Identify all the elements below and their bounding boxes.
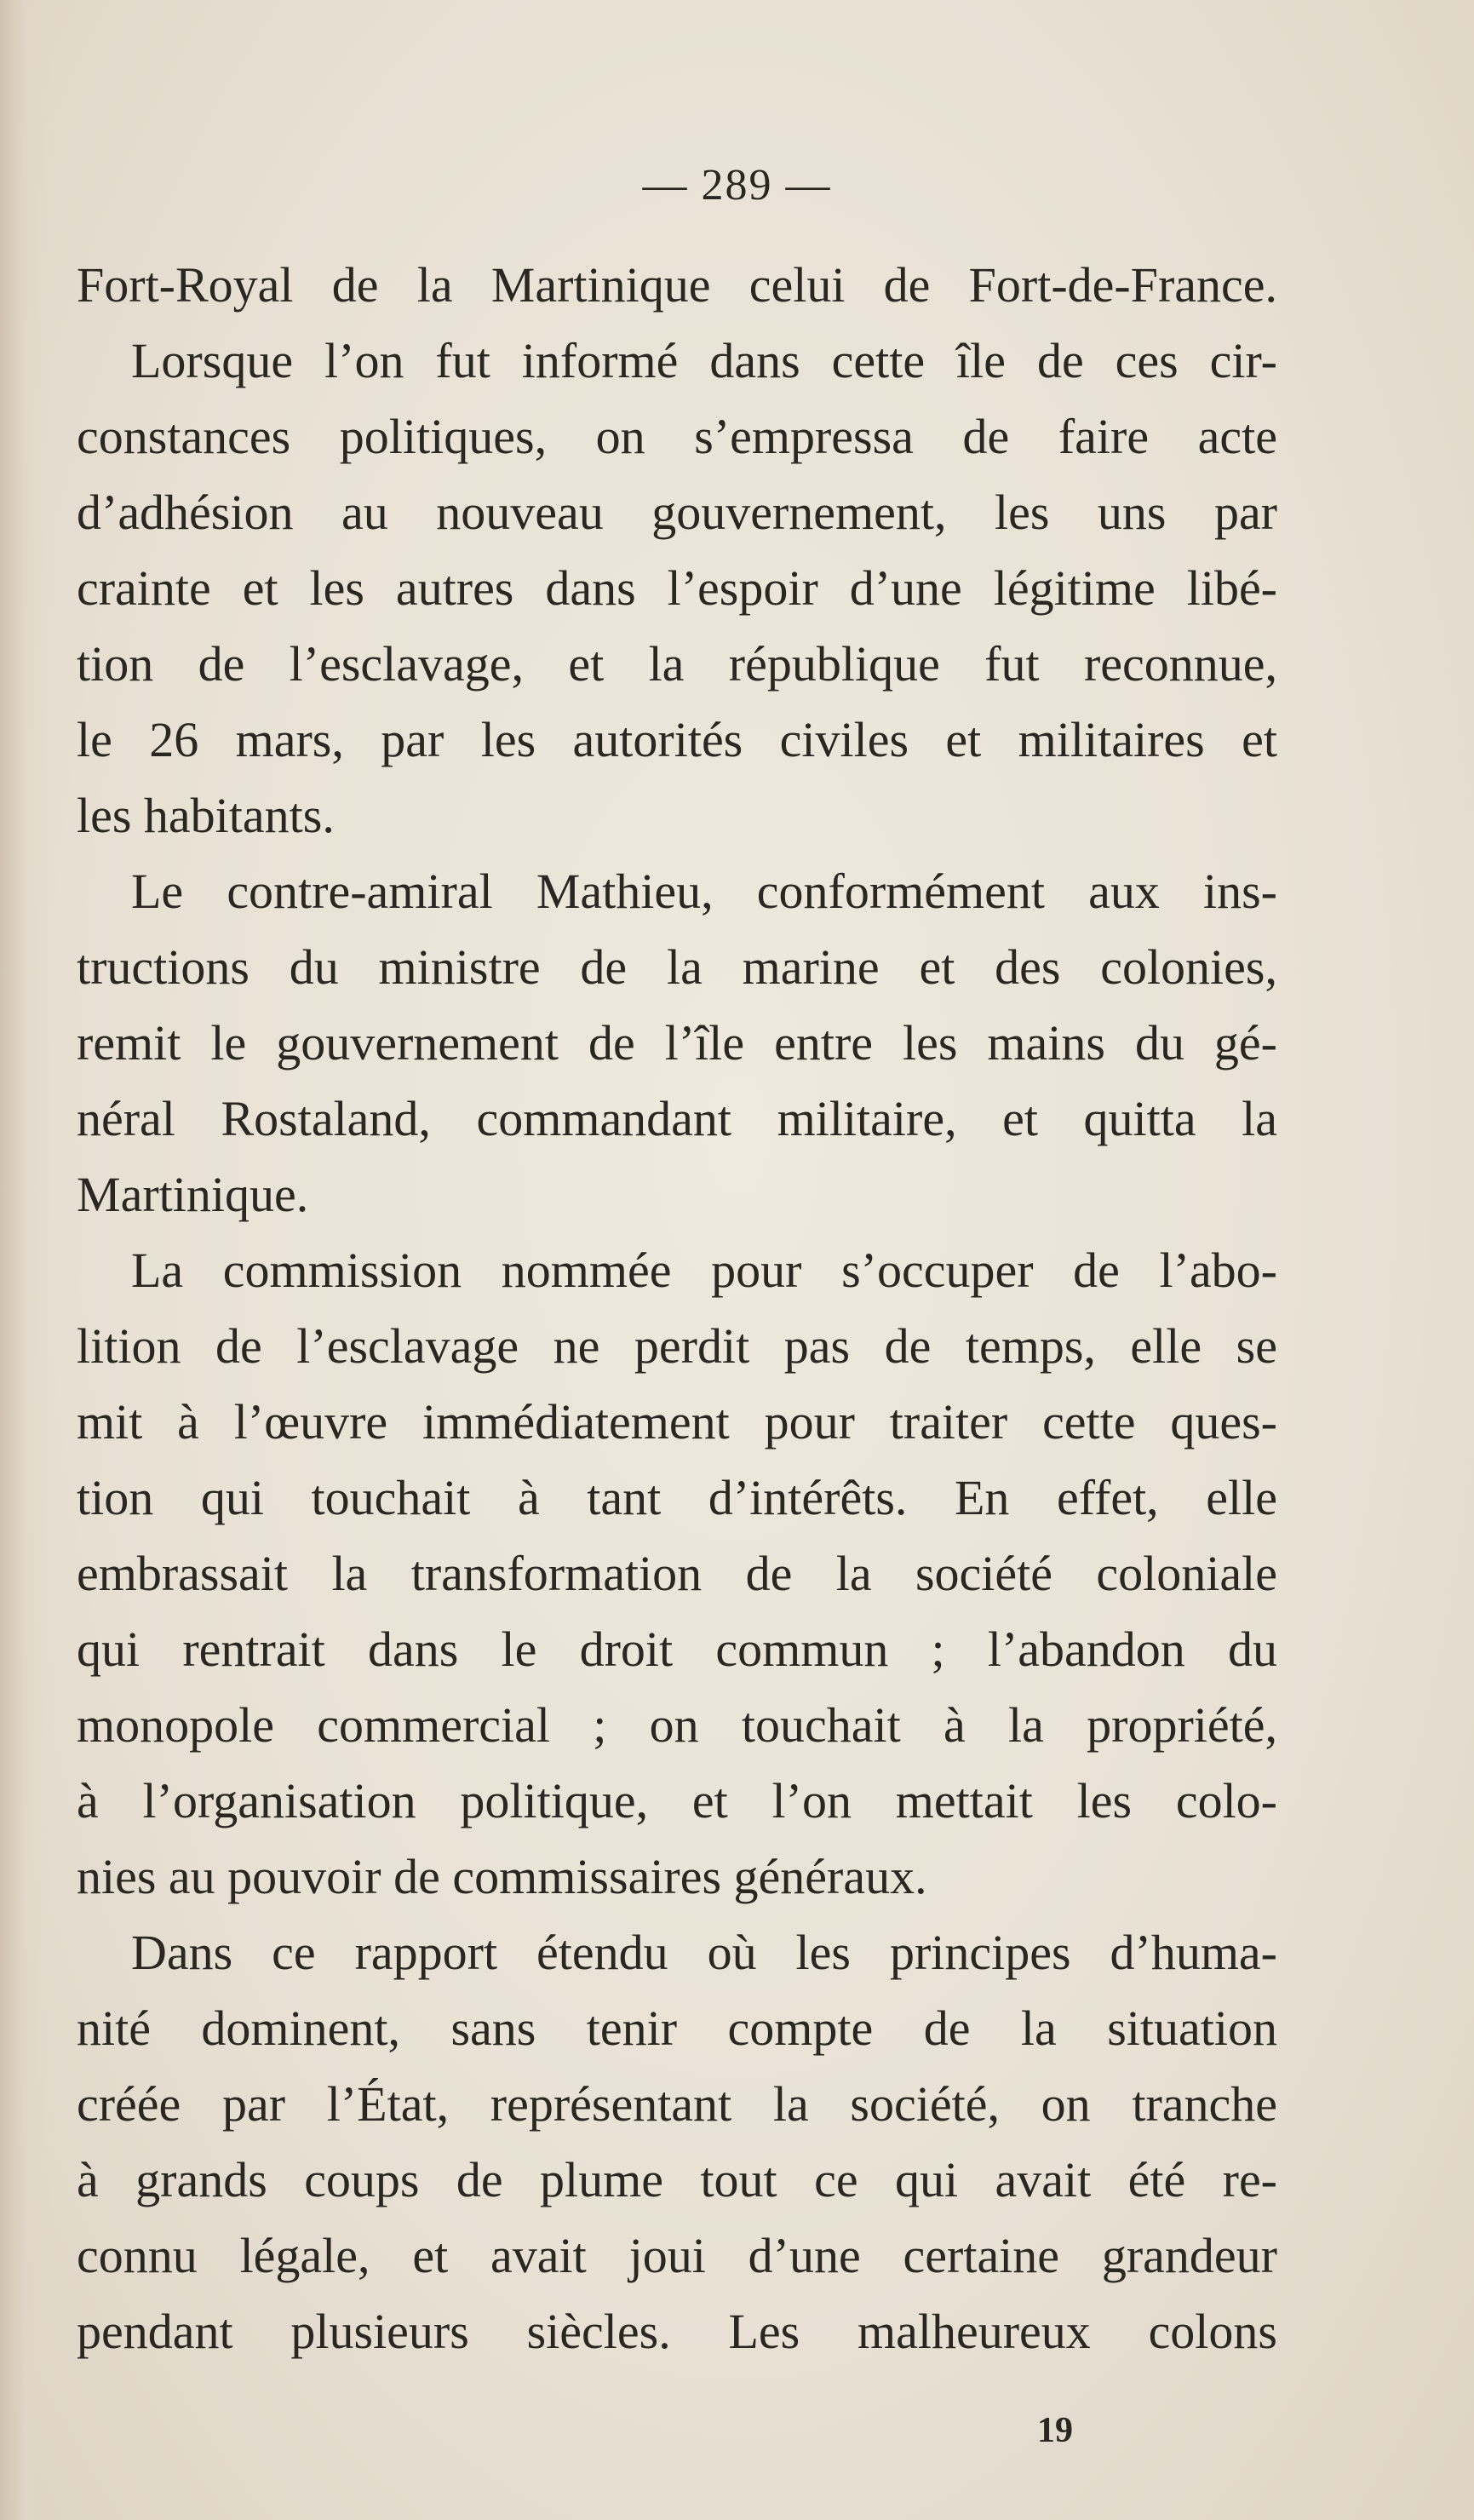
page-spine-shadow (0, 0, 51, 2520)
text-line: Fort-Royal de la Martinique celui de Fort-de-France. (77, 257, 1277, 313)
text-line: Le contre-amiral Mathieu, conformément aux ins- (131, 864, 1277, 919)
text-line: nies au pouvoir de commissaires généraux. (77, 1849, 927, 1904)
text-line: monopole commercial ; on touchait à la propriété, (77, 1697, 1277, 1753)
text-line: crainte et les autres dans l’espoir d’une légitime libé- (77, 560, 1277, 616)
text-line: Lorsque l’on fut informé dans cette île de ces cir- (131, 333, 1277, 388)
text-line: à grands coups de plume tout ce qui avait été re- (77, 2152, 1277, 2207)
text-line: tion de l’esclavage, et la république fut reconnue, (77, 636, 1277, 692)
text-line: qui rentrait dans le droit commun ; l’abandon du (77, 1622, 1277, 1677)
text-line: les habitants. (77, 788, 335, 843)
text-line: pendant plusieurs siècles. Les malheureux colons (77, 2304, 1277, 2359)
page-number-header: — 289 — (642, 161, 832, 210)
text-line: embrassait la transformation de la société coloniale (77, 1546, 1277, 1601)
text-line: lition de l’esclavage ne perdit pas de temps, elle se (77, 1318, 1277, 1374)
text-line: Martinique. (77, 1167, 309, 1222)
body-text (77, 247, 1277, 2369)
signature-mark: 19 (1037, 2411, 1073, 2450)
text-line: nité dominent, sans tenir compte de la situation (77, 2001, 1277, 2056)
text-line: à l’organisation politique, et l’on mettait les colo- (77, 1773, 1277, 1828)
text-line: tructions du ministre de la marine et des colonies, (77, 939, 1277, 995)
text-line: mit à l’œuvre immédiatement pour traiter cette ques- (77, 1394, 1277, 1449)
text-line: tion qui touchait à tant d’intérêts. En effet, elle (77, 1470, 1277, 1525)
text-line: connu légale, et avait joui d’une certaine grandeur (77, 2228, 1277, 2283)
text-line: Dans ce rapport étendu où les principes d’huma- (131, 1925, 1277, 1980)
text-line: remit le gouvernement de l’île entre les mains du gé- (77, 1015, 1277, 1071)
text-line: constances politiques, on s’empressa de faire acte (77, 409, 1277, 464)
text-line: néral Rostaland, commandant militaire, et quitta la (77, 1091, 1277, 1146)
text-line: La commission nommée pour s’occuper de l’abo- (131, 1243, 1277, 1298)
text-line: d’adhésion au nouveau gouvernement, les uns par (77, 485, 1277, 540)
text-line: créée par l’État, représentant la société, on tranche (77, 2076, 1277, 2132)
text-line: le 26 mars, par les autorités civiles et militaires et (77, 712, 1277, 767)
